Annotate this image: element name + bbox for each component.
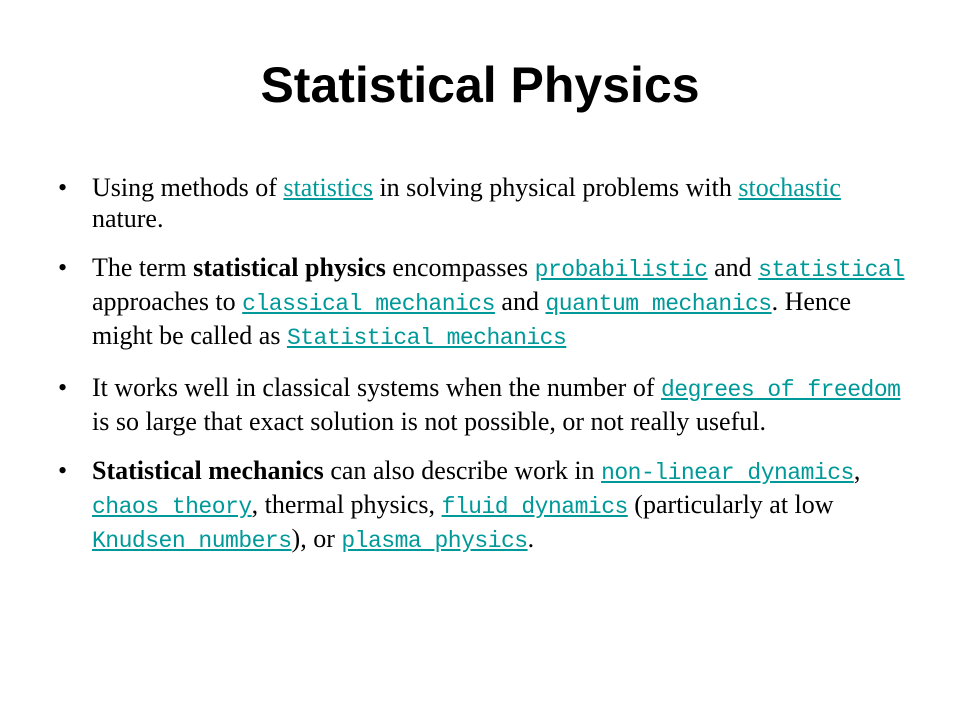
link-probabilistic[interactable]: probabilistic: [534, 257, 708, 283]
bullet-item-2: [56, 252, 914, 354]
bullet-text: can also describe work in: [323, 456, 602, 485]
bullet-text: ,: [853, 456, 861, 485]
bullet-icon: •: [58, 456, 68, 485]
link-degrees-of-freedom[interactable]: degrees of freedom: [661, 377, 901, 403]
bullet-text: (particularly at low: [627, 490, 834, 519]
bullet-text: nature.: [92, 204, 164, 233]
slide-title: Statistical Physics: [260, 57, 700, 113]
bullet-item-3: [56, 372, 914, 437]
link-statistics[interactable]: statistics: [283, 173, 373, 202]
bullet-text: is so large that exact solution is not possible, or not really useful.: [92, 407, 766, 436]
link-fluid-dynamics[interactable]: fluid dynamics: [441, 494, 628, 520]
link-statistical-mechanics[interactable]: Statistical mechanics: [286, 325, 567, 351]
bullet-text: Using methods of: [92, 173, 284, 202]
bullet-icon: •: [58, 373, 68, 402]
bullet-list: [56, 172, 914, 557]
bullet-text: encompasses: [385, 253, 535, 282]
bullet-text: ), or: [291, 524, 342, 553]
link-knudsen-numbers[interactable]: Knudsen numbers: [92, 528, 292, 554]
link-chaos-theory[interactable]: chaos theory: [92, 494, 252, 520]
bullet-text: It works well in classical systems when the number of: [92, 373, 661, 402]
bullet-text: and: [707, 253, 759, 282]
link-plasma-physics[interactable]: plasma physics: [341, 528, 528, 554]
bold-term: Statistical mechanics: [92, 456, 324, 485]
bullet-item-4: [56, 455, 914, 557]
bullet-item-1: [56, 172, 914, 234]
bullet-icon: •: [58, 253, 68, 282]
bullet-icon: •: [58, 173, 68, 202]
bullet-text: , thermal physics,: [251, 490, 442, 519]
bullet-text: The term: [92, 253, 194, 282]
bullet-text: approaches to: [92, 287, 243, 316]
link-non-linear-dynamics[interactable]: non-linear dynamics: [601, 460, 854, 486]
link-classical-mechanics[interactable]: classical mechanics: [242, 291, 495, 317]
bold-term: statistical physics: [193, 253, 386, 282]
link-stochastic[interactable]: stochastic: [738, 173, 841, 202]
link-statistical[interactable]: statistical: [758, 257, 905, 283]
bullet-text: and: [494, 287, 546, 316]
bullet-text: in solving physical problems with: [372, 173, 739, 202]
bullet-text: . Hence might be called as: [92, 287, 852, 350]
bullet-text: .: [527, 524, 535, 553]
link-quantum-mechanics[interactable]: quantum mechanics: [545, 291, 772, 317]
